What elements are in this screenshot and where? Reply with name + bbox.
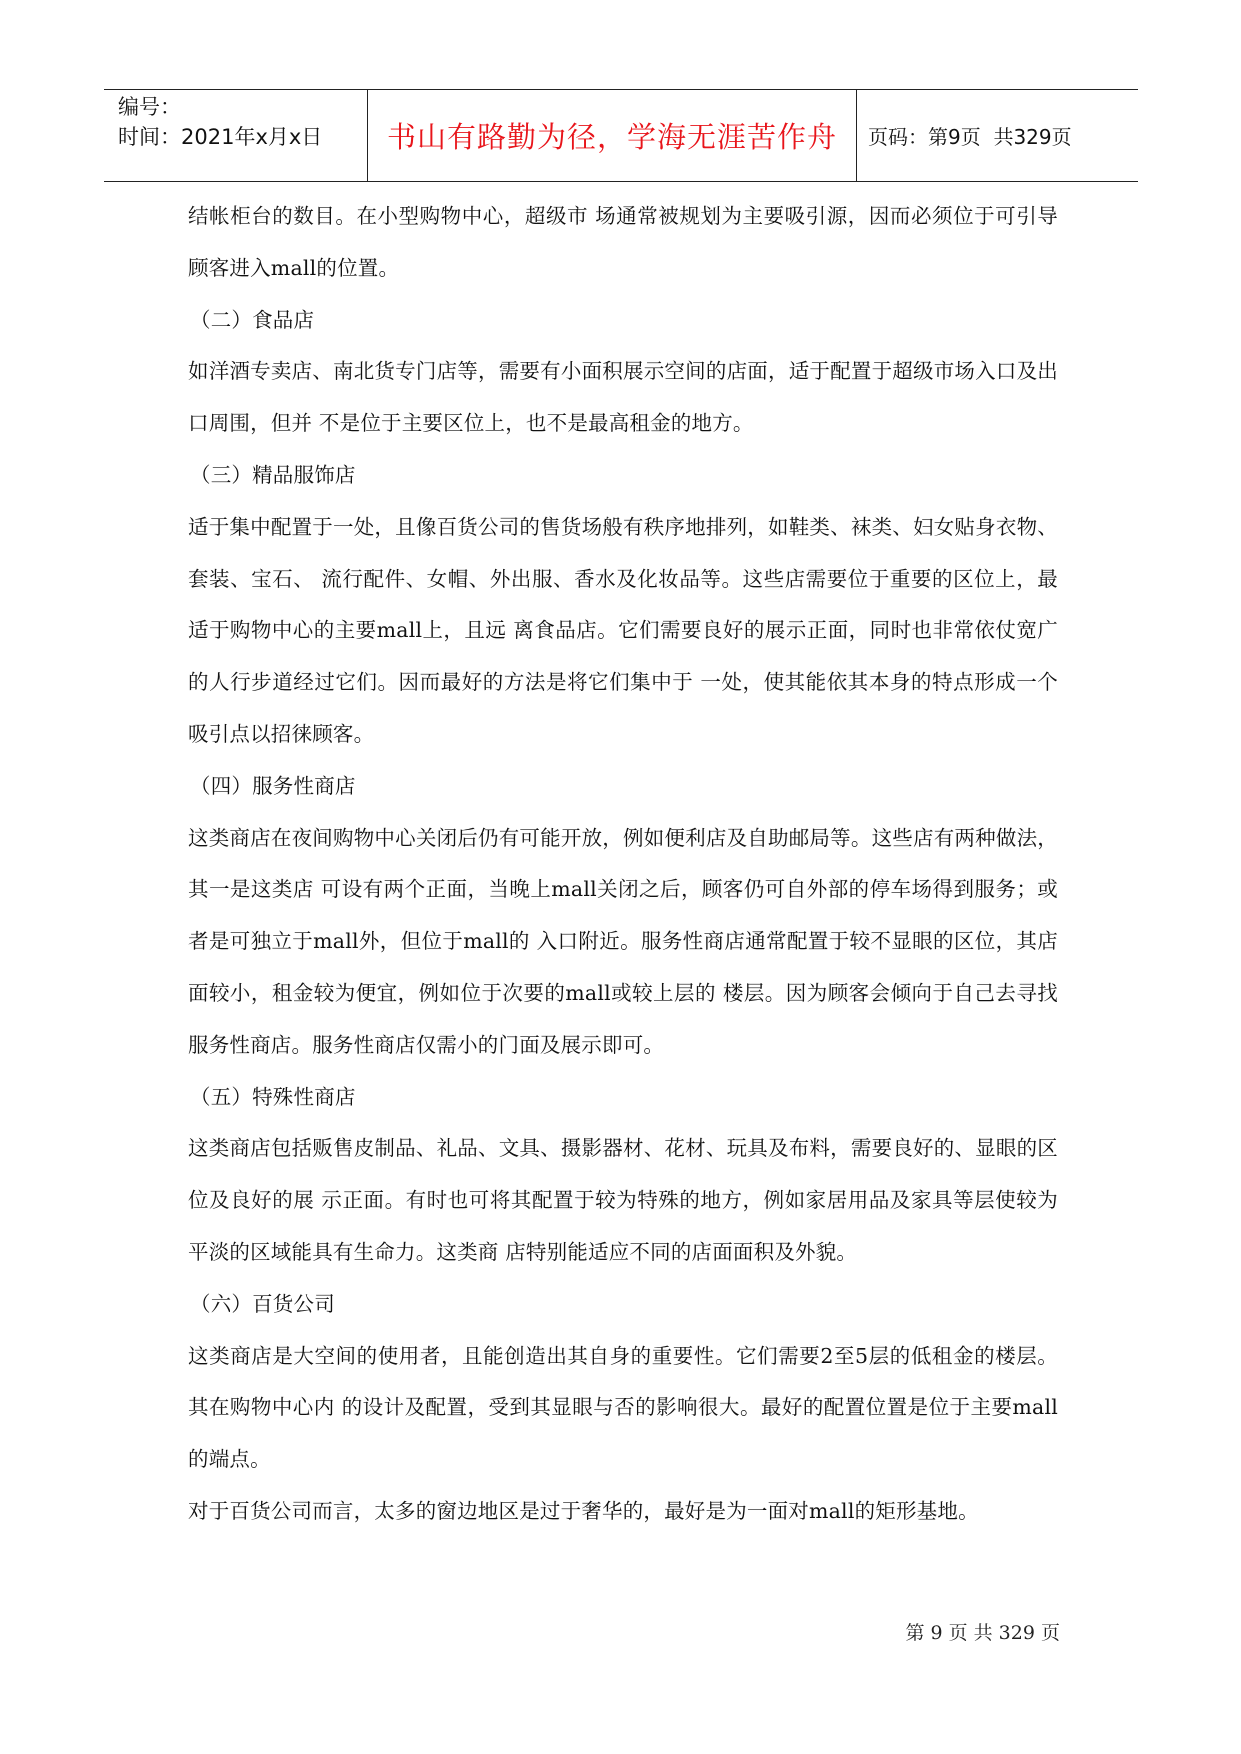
section-heading-boutique-apparel: （三）精品服饰店 xyxy=(190,462,356,487)
document-number-label: 编号： xyxy=(118,95,181,119)
body-paragraph-7: 对于百货公司而言，太多的窗边地区是过于奢华的，最好是为一面对mall的矩形基地。 xyxy=(188,1498,979,1523)
section-heading-food-stores: （二）食品店 xyxy=(190,307,315,332)
header-motto: 书山有路勤为径，学海无涯苦作舟 xyxy=(386,120,837,154)
page-header xyxy=(104,89,1138,182)
header-page-label: 页码：第9页 共329页 xyxy=(868,125,1072,149)
header-divider-right xyxy=(856,90,857,181)
section-heading-service-stores: （四）服务性商店 xyxy=(190,773,356,798)
document-time-label: 时间：2021年x月x日 xyxy=(118,125,323,149)
body-paragraph-5: 这类商店包括贩售皮制品、礼品、文具、摄影器材、花材、玩具及布料，需要良好的、显眼的区位及良好的展 示正面。有时也可将其配置于较为特殊的地方，例如家居用品及家具等层使较为平淡的区域能具有生命力。这类商 店特别能适应不同的店面面积及外貌。 xyxy=(188,1136,1058,1264)
body-paragraph-2: 如洋酒专卖店、南北货专门店等，需要有小面积展示空间的店面，适于配置于超级市场入口及出口周围，但并 不是位于主要区位上，也不是最高租金的地方。 xyxy=(188,359,1058,436)
body-paragraph-4: 这类商店在夜间购物中心关闭后仍有可能开放，例如便利店及自助邮局等。这些店有两种做法，其一是这类店 可设有两个正面，当晚上mall关闭之后，顾客仍可自外部的停车场得到服务；或者是可独立于mall外，但位于mall的 入口附近。服务性商店通常配置于较不显眼的区位，其店面较小，租金较为便宜，例如位于次要的mall或较上层的 楼层。因为顾客会倾向于自己去寻找服务性商店。服务性商店仅需小的门面及展示即可。 xyxy=(188,825,1058,1057)
section-heading-department-stores: （六）百货公司 xyxy=(190,1291,335,1316)
body-paragraph-3: 适于集中配置于一处，且像百货公司的售货场般有秩序地排列，如鞋类、袜类、妇女贴身衣物、套装、宝石、 流行配件、女帽、外出服、香水及化妆品等。这些店需要位于重要的区位上，最适于购物中心的主要mall上，且远 离食品店。它们需要良好的展示正面，同时也非常依仗宽广的人行步道经过它们。因而最好的方法是将它们集中于 一处，使其能依其本身的特点形成一个吸引点以招徕顾客。 xyxy=(188,514,1058,746)
page-footer-label: 第 9 页 共 329 页 xyxy=(905,1622,1060,1644)
document-body xyxy=(188,191,1058,1538)
body-paragraph-1: 结帐柜台的数目。在小型购物中心，超级市 场通常被规划为主要吸引源，因而必须位于可引导顾客进入mall的位置。 xyxy=(188,204,1058,280)
section-heading-specialty-stores: （五）特殊性商店 xyxy=(190,1084,356,1109)
body-paragraph-6: 这类商店是大空间的使用者，且能创造出其自身的重要性。它们需要2至5层的低租金的楼层。其在购物中心内 的设计及配置，受到其显眼与否的影响很大。最好的配置位置是位于主要mall的端点。 xyxy=(188,1343,1058,1472)
